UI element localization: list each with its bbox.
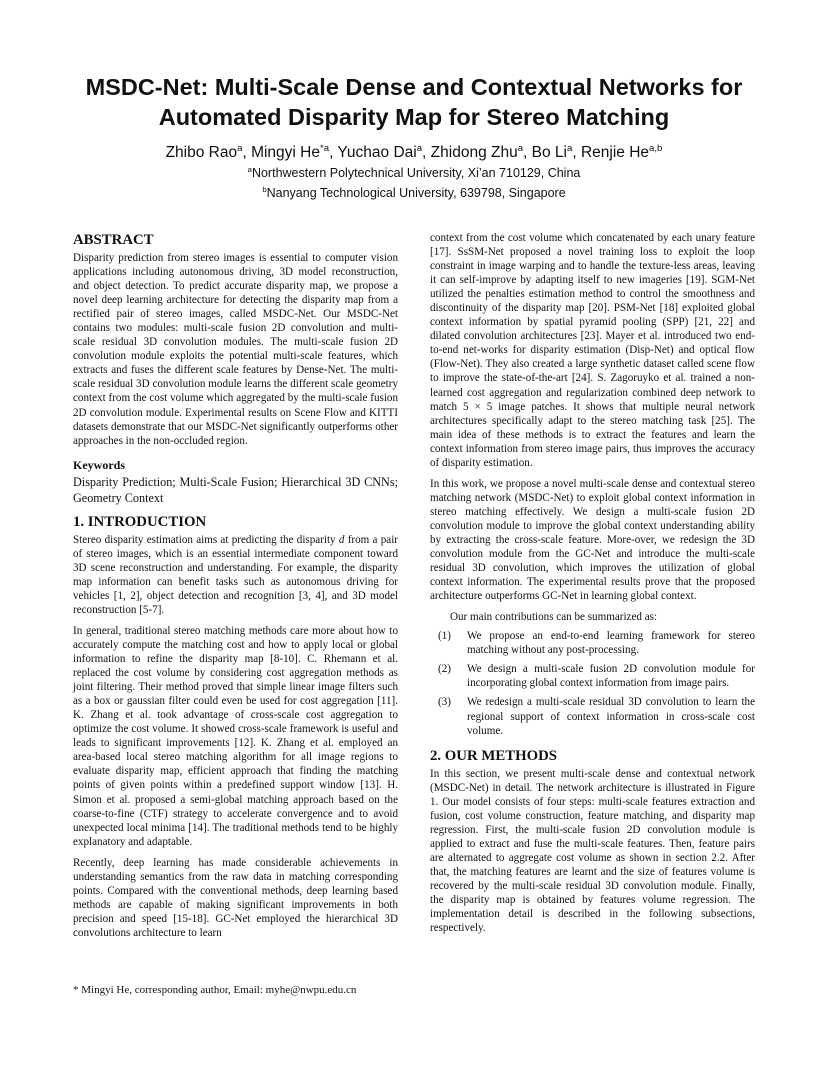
keywords-text: Disparity Prediction; Multi-Scale Fusion; Hierarchical 3D CNNs; Geometry Context (73, 474, 398, 505)
introduction-paragraph: In this work, we propose a novel multi-scale dense and contextual stereo matching network (MSDC-Net) to exploit global context information in stereo matching effectively. We design a multi-scale fusion 2D convolution module to improve the global context understanding ability by extracting the cross-scale feature. More-over, we redesign the 3D convolution module from the GC-Net and introduce the multi-scale residual 3D convolution, which improves the utilization of global context information. The experimental results prove that the proposed architecture outperforms GC-Net in learning global context. (430, 477, 755, 603)
author-affiliation-mark: *a (320, 142, 330, 154)
author-name: Zhidong Zhu (430, 144, 518, 161)
contributions-list (430, 629, 755, 737)
introduction-paragraph: In general, traditional stereo matching methods care more about how to accurately compute the matching cost and how to apply local or global information to refine the disparity map [8-10]. C. Rhemann et al. replaced the cost volume by considering cost aggregation methods as joint filtering. Their method proved that simple linear image filters such as a box or gaussian filter could even be used for cost aggregation [11]. K. Zhang et al. took advantage of cross-scale cost aggregation to optimize the cost volume. It showed cross-scale framework is useful and leads to significant improvements [12]. K. Zhang et al. employed an area-based local stereo matching algorithm for all image regions to evaluate disparity map, efficient approach that finding the matching points of given points within a predefined support window [13]. H. Simon et al. proposed a semi-global matching approach based on the coarse-to-fine (CTF) strategy to accelerate convergence and to avoid unexpected local minima [14]. The traditional methods tend to be highly explanatory and adaptable. (73, 624, 398, 848)
author-name: Bo Li (531, 144, 568, 161)
methods-paragraph: In this section, we present multi-scale dense and contextual network (MSDC-Net) in detail. The network architecture is illustrated in Figure 1. Our model consists of four steps: multi-scale features extraction and fusion, cost volume construction, feature matching, and disparity map regression. First, the multi-scale fusion 2D convolution module is applied to extract and fuse the multi-scale features. Then, feature pairs are alternated to aggregate cost volume as shown in section 2.2. After that, the matching features are learnt and the size of features volume is recovered by the multi-scale residual 3D convolution module. Finally, the disparity map is obtained by features volume regression. The implementation detail is described in the following subsections, respectively. (430, 767, 755, 935)
affiliation-b (40, 185, 788, 201)
keywords-heading: Keywords (73, 457, 125, 472)
affiliation-text: Nanyang Technological University, 639798, Singapore (266, 186, 566, 200)
methods-heading: 2. OUR METHODS (430, 747, 558, 764)
list-text: We redesign a multi-scale residual 3D convolution to learn the regional support of context information in cross-scale cost volume. (467, 696, 755, 737)
corresponding-author-footnote: * Mingyi He, corresponding author, Email: myhe@nwpu.edu.cn (73, 984, 357, 996)
author-affiliation-mark: a (517, 142, 524, 154)
author-list: Zhibo Rao$^a$, Mingyi He$^{*a}$, Yuchao Dai$^a$, Zhidong Zhu$^a$, Bo Li$^a$, Renjie He$^{a,b}$ (165, 142, 663, 161)
list-item (430, 695, 755, 737)
abstract-heading: ABSTRACT (73, 232, 154, 248)
author-affiliation-mark: a (567, 142, 573, 154)
introduction-paragraph: context from the cost volume which concatenated by each unary feature [17]. SsSM-Net proposed a novel training loss to exploit the loop constraint in image warping and to handle the texture-less areas, leaving it can self-improve by adapting itself to new imageries [19]. SGM-Net utilized the penalties estimation method to control the smoothness and discontinuity of the disparity map [20]. PSM-Net [18] exploited global context information by spatial pyramid pooling (SPP) [21, 22] and dilated convolution architectures [23]. Mayer et al. introduced two end-to-end net-works for disparity estimation (Disp-Net) and optical flow (Flow-Net). They also created a large synthetic dataset called scene flow to improve the state-of-the-art [24]. S. Zagoruyko et al. trained a non-learned cost aggregation and regularization combined deep network to match 5 × 5 image patches. It shows that multiple neural network architectures specifically adapt to the stereo matching task [25]. The main idea of these methods is to extract the features and learn the context information from stereo image pairs, thus improves the accuracy of disparity estimation. (430, 232, 755, 469)
author-name: Renjie He (580, 144, 650, 161)
introduction-paragraph: Recently, deep learning has made considerable achievements in understanding semantics from the raw data in matching corresponding points. Compared with the conventional methods, deep learning based methods are capable of making significant improvements in both precision and speed [15-18]. GC-Net employed the hierarchical 3D convolutions architecture to learn (73, 856, 398, 939)
affiliation-text: Northwestern Polytechnical University, Xi’an 710129, China (251, 166, 581, 180)
list-item (430, 662, 755, 690)
list-number: (3) (438, 696, 451, 709)
list-item (430, 629, 755, 657)
affiliation-a (40, 165, 788, 181)
introduction-heading: 1. INTRODUCTION (73, 513, 207, 530)
contributions-intro: Our main contributions can be summarized as: (450, 611, 658, 624)
list-number: (2) (438, 663, 451, 676)
list-text: We propose an end-to-end learning framework for stereo matching without any post-processing. (467, 630, 755, 657)
right-column (430, 231, 755, 942)
author-affiliation-mark: a,b (649, 142, 663, 154)
text-run: Stereo disparity estimation aims at predicting the disparity (73, 533, 339, 546)
math-variable: d (338, 533, 345, 546)
list-text: We design a multi-scale fusion 2D convolution module for incorporating global context information from image pairs. (467, 663, 755, 690)
list-number: (1) (438, 630, 451, 643)
text-run: from a pair of stereo images, which is an essential intermediate component toward 3D scene reconstruction and understanding. For example, the disparity map information can benefit tasks such as autonomous driving for vehicles [1, 2], object detection and recognition [3, 4], and 3D model reconstruction [5-7]. (73, 533, 398, 616)
author-name: Yuchao Dai (337, 144, 417, 161)
author-name: Mingyi He (251, 144, 320, 161)
abstract-text: Disparity prediction from stereo images is essential to computer vision applications including autonomous driving, 3D model reconstruction, and object detection. To predict accurate disparity map, we propose a novel deep learning architecture for detecting the disparity map from a rectified pair of stereo images, called MSDC-Net. Our MSDC-Net contains two modules: multi-scale fusion 2D convolution and multi-scale residual 3D convolution modules. The multi-scale fusion 2D convolution module exploits the potential multi-scale features, which extracts and fuses the different scale features by Dense-Net. The multi-scale residual 3D convolution module learns the different scale geometry context from the cost volume which aggregated by the multi-scale fusion 2D convolution module. Experimental results on Scene Flow and KITTI datasets demonstrate that our MSDC-Net significantly outperforms other approaches in the non-occluded region. (73, 252, 398, 447)
affiliation-mark: a (247, 164, 252, 174)
author-name: Zhibo Rao (165, 144, 238, 161)
author-affiliation-mark: a (237, 142, 243, 154)
introduction-paragraph (73, 533, 398, 617)
paper-title: MSDC-Net: Multi-Scale Dense and Contextual Networks for Automated Disparity Map for Stereo Matching (85, 74, 743, 130)
author-affiliation-mark: a (416, 142, 423, 154)
affiliation-mark: b (262, 184, 267, 194)
left-column (73, 231, 398, 947)
